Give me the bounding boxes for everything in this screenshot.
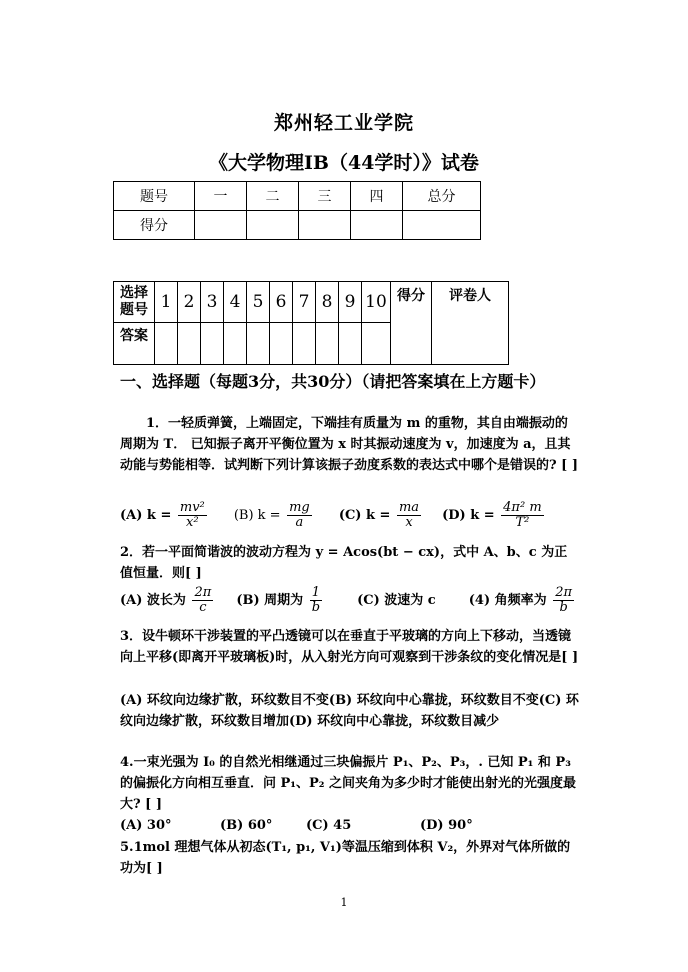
question-number: 1 [155, 282, 178, 323]
score-header-cell: 二 [247, 182, 299, 211]
answer-cell[interactable] [247, 323, 270, 365]
score-row-label: 得分 [114, 211, 195, 240]
denominator: x² [186, 515, 199, 530]
score-header-row [114, 182, 481, 211]
label-line1: 选择 [120, 285, 148, 301]
answer-cell[interactable] [224, 323, 247, 365]
answer-cell[interactable] [339, 323, 362, 365]
score-header-cell: 三 [299, 182, 351, 211]
numerator: ma [398, 500, 420, 515]
question-5-stem: 5.1mol 理想气体从初态(T₁, p₁, V₁)等温压缩到体积 V₂，外界对气体所做的功为[ ] [120, 840, 571, 876]
q1-option-a-fraction [178, 501, 207, 530]
score-cell[interactable] [247, 211, 299, 240]
score-label: 得分 [391, 282, 432, 365]
question-4-stem: 4.一束光强为 I₀ 的自然光相继通过三块偏振片 P₁、P₂、P₃，. 已知 P₁ 和 P₃ 的偏振化方向相互垂直．问 P₁、P₂ 之间夹角为多少时才能使出射光的光强度最大? [ ] [120, 755, 576, 812]
denominator: b [311, 600, 321, 615]
q1-option-d: (D) k = [442, 508, 495, 523]
q2-option-b: (B) 周期为 [236, 593, 304, 608]
question-3-options: (A) 环纹向边缘扩散，环纹数目不变(B) 环纹向中心靠拢，环纹数目不变(C) 环纹向边缘扩散，环纹数目增加(D) 环纹向中心靠拢，环纹数目减少 [120, 693, 579, 729]
denominator: a [295, 515, 304, 530]
question-number: 3 [201, 282, 224, 323]
q2-option-a-fraction [192, 586, 213, 615]
label-line2: 题号 [120, 302, 148, 318]
grader-label: 评卷人 [432, 282, 509, 365]
question-2-stem: 2．若一平面简谐波的波动方程为 y = Acos(bt − cx)，式中 A、b、c 为正值恒量．则[ ] [120, 545, 568, 581]
q1-option-d-fraction [501, 501, 544, 530]
score-header-cell: 题号 [114, 182, 195, 211]
answer-cell[interactable] [201, 323, 224, 365]
score-table [113, 181, 481, 240]
question-number: 2 [178, 282, 201, 323]
q2-option-c: (C) 波速为 c [357, 593, 436, 608]
answer-row-label: 答案 [114, 323, 155, 365]
score-cell[interactable] [195, 211, 247, 240]
numerator: mg [289, 500, 310, 515]
q2-option-a: (A) 波长为 [120, 593, 186, 608]
question-3-stem: 3．设牛顿环干涉装置的平凸透镜可以在垂直于平玻璃的方向上下移动，当透镜向上平移(即离开平玻璃板)时，从入射光方向可观察到干涉条纹的变化情况是[ ] [120, 629, 579, 665]
page-number: 1 [340, 896, 348, 909]
question-1-options [120, 501, 546, 530]
question-4-options [120, 818, 473, 833]
q1-option-c: (C) k = [338, 508, 391, 523]
score-cell[interactable] [403, 211, 481, 240]
q1-option-a: (A) k = [120, 508, 172, 523]
question-number: 6 [270, 282, 293, 323]
q2-option-d: (4) 角频率为 [468, 593, 547, 608]
question-number: 7 [293, 282, 316, 323]
question-number-label [114, 282, 155, 323]
denominator: b [559, 600, 568, 615]
numerator: 1 [310, 586, 322, 601]
exam-title: 《大学物理ⅠB（44学时）》试卷 [209, 152, 479, 174]
q2-option-d-fraction [553, 586, 574, 615]
numerator: 2π [194, 585, 212, 600]
q1-option-b: (B) k = [233, 508, 281, 523]
answer-cell[interactable] [293, 323, 316, 365]
score-value-row [114, 211, 481, 240]
q2-option-b-fraction [310, 586, 322, 615]
score-header-cell: 四 [351, 182, 403, 211]
numerator: mv² [179, 500, 205, 515]
score-cell[interactable] [299, 211, 351, 240]
answer-cell[interactable] [155, 323, 178, 365]
question-2-options [120, 586, 576, 615]
section-title: 一、选择题（每题3分，共30分）（请把答案填在上方题卡） [120, 372, 546, 391]
q4-option-c: (C) 45 [306, 818, 352, 833]
q1-option-b-fraction [287, 501, 312, 530]
denominator: c [199, 600, 207, 615]
q4-option-a: (A) 30° [120, 818, 172, 833]
q4-option-d: (D) 90° [420, 818, 473, 833]
answer-cell[interactable] [270, 323, 293, 365]
score-header-cell: 一 [195, 182, 247, 211]
answer-table [113, 281, 509, 365]
question-number: 10 [362, 282, 391, 323]
numerator: 4π² m [503, 500, 542, 515]
question-number: 4 [224, 282, 247, 323]
question-number: 5 [247, 282, 270, 323]
question-number: 9 [339, 282, 362, 323]
answer-cell[interactable] [178, 323, 201, 365]
score-header-cell: 总分 [403, 182, 481, 211]
q1-option-c-fraction [397, 501, 421, 530]
school-name: 郑州轻工业学院 [273, 112, 414, 134]
numerator: 2π [555, 585, 573, 600]
denominator: T² [515, 515, 530, 530]
answer-number-row [114, 282, 509, 323]
question-number: 8 [316, 282, 339, 323]
answer-cell[interactable] [362, 323, 391, 365]
score-cell[interactable] [351, 211, 403, 240]
denominator: x [405, 515, 413, 530]
answer-cell[interactable] [316, 323, 339, 365]
q4-option-b: (B) 60° [220, 818, 273, 833]
question-1-stem: 1．一轻质弹簧，上端固定，下端挂有质量为 m 的重物，其自由端振动的周期为 T． 已知振子离开平衡位置为 x 时其振动速度为 v，加速度为 a，且其动能与势能相等．试判断下列计算该振子劲度系数的表达式中哪个是错误的? [ ] [120, 416, 578, 473]
